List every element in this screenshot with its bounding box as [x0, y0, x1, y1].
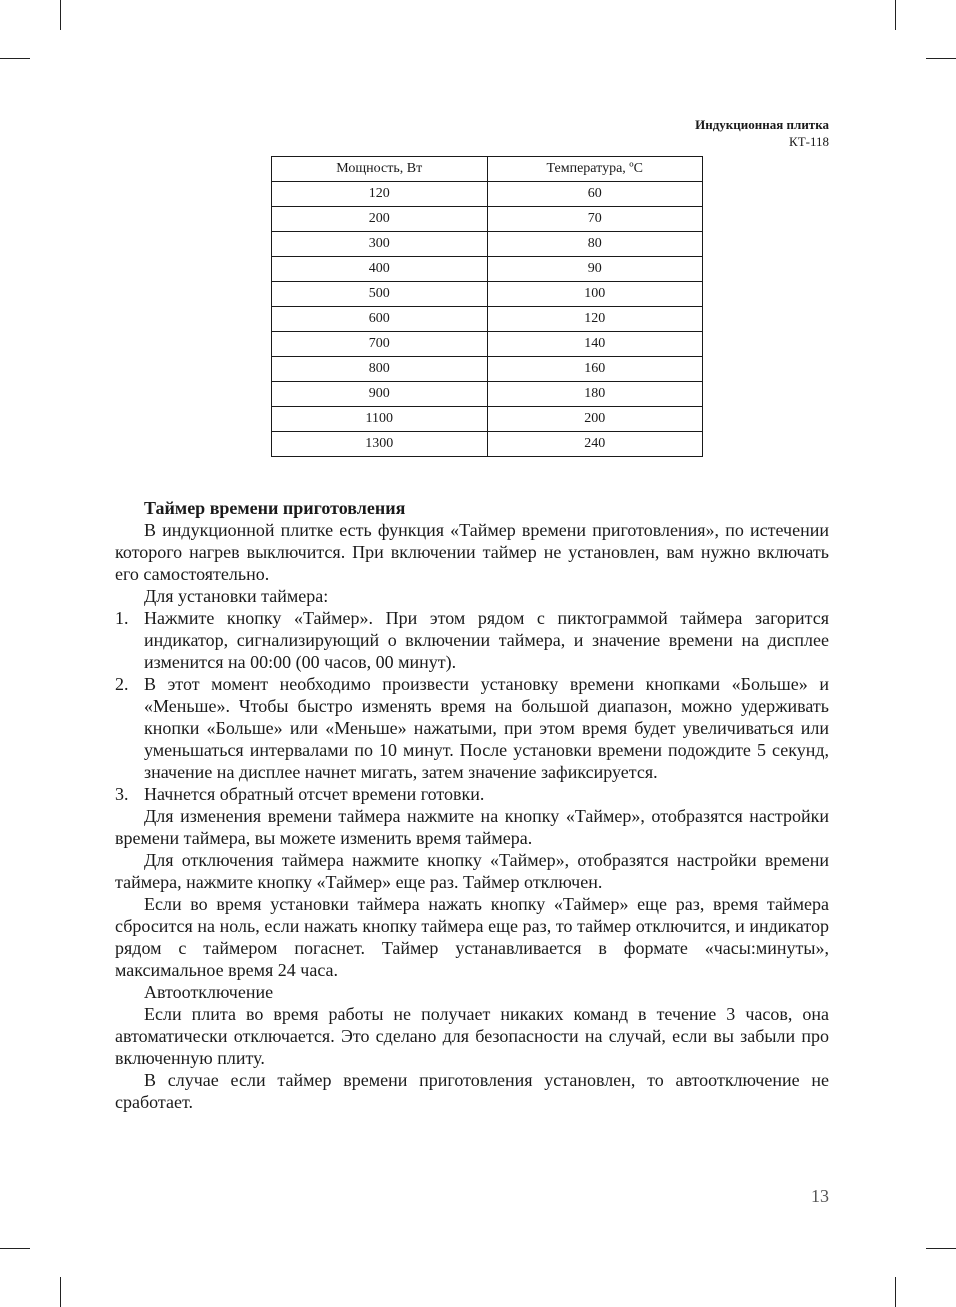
paragraph-disable: Для отключения таймера нажмите кнопку «Таймер», отобразятся настройки времени таймера, нажмите кнопку «Таймер» еще раз. Таймер отключен. [115, 850, 829, 892]
cell-temperature: 60 [487, 182, 703, 207]
cell-temperature: 70 [487, 207, 703, 232]
cell-power: 900 [272, 382, 488, 407]
cell-power: 1100 [272, 407, 488, 432]
cell-temperature: 80 [487, 232, 703, 257]
document-body [115, 497, 829, 1113]
cell-temperature: 100 [487, 282, 703, 307]
crop-mark [0, 58, 30, 59]
crop-mark [60, 0, 61, 30]
table-row [272, 407, 703, 432]
list-text: Начнется обратный отсчет времени готовки. [144, 784, 485, 804]
cell-temperature: 140 [487, 332, 703, 357]
table-row [272, 232, 703, 257]
page-number: 13 [811, 1186, 829, 1206]
list-text: Нажмите кнопку «Таймер». При этом рядом с пиктограммой таймера загорится индикатор, сигнализирующий о включении таймера, и значение времени на дисплее изменится на 00:00 (00 часов, 00 минут). [144, 608, 829, 672]
cell-power: 500 [272, 282, 488, 307]
table-row [272, 307, 703, 332]
table-row [272, 207, 703, 232]
crop-mark [60, 1277, 61, 1307]
header-model: КТ-118 [789, 134, 829, 149]
cell-temperature: 200 [487, 407, 703, 432]
cell-temperature: 90 [487, 257, 703, 282]
paragraph-auto-off: Если плита во время работы не получает никаких команд в течение 3 часов, она автоматически отключается. Это сделано для безопасности на случай, если вы забыли про включенную плиту. [115, 1004, 829, 1068]
cell-power: 300 [272, 232, 488, 257]
list-item [115, 673, 829, 783]
power-temperature-table [271, 156, 703, 457]
cell-power: 400 [272, 257, 488, 282]
crop-mark [926, 58, 956, 59]
cell-temperature: 180 [487, 382, 703, 407]
cell-power: 120 [272, 182, 488, 207]
cell-power: 1300 [272, 432, 488, 457]
paragraph-change: Для изменения времени таймера нажмите на кнопку «Таймер», отобразятся настройки времени таймера, вы можете изменить время таймера. [115, 806, 829, 848]
table-row [272, 257, 703, 282]
list-number: 2. [115, 674, 129, 694]
paragraph-setup-label: Для установки таймера: [144, 586, 329, 606]
paragraph-intro: В индукционной плитке есть функция «Таймер времени приготовления», по истечении которого нагрев выключится. При включении таймер не установлен, вам нужно включать его самостоятельно. [115, 520, 829, 584]
crop-mark [895, 1277, 896, 1307]
list-item [115, 783, 829, 805]
paragraph-reset: Если во время установки таймера нажать кнопку «Таймер» еще раз, время таймера сбросится на ноль, если нажать кнопку таймера еще раз, то таймер отключится, и индикатор рядом с таймером погаснет. Таймер устанавливается в формате «часы:минуты», максимальное время 24 часа. [115, 894, 829, 980]
cell-power: 600 [272, 307, 488, 332]
steps-list [115, 607, 829, 805]
table-row [272, 332, 703, 357]
table-row [272, 382, 703, 407]
table-row [272, 282, 703, 307]
cell-temperature: 160 [487, 357, 703, 382]
list-item [115, 607, 829, 673]
column-header-power: Мощность, Вт [272, 157, 488, 182]
table-row [272, 432, 703, 457]
section-heading: Таймер времени приготовления [144, 498, 406, 518]
cell-power: 200 [272, 207, 488, 232]
list-number: 1. [115, 608, 129, 628]
cell-power: 800 [272, 357, 488, 382]
table-body [272, 182, 703, 457]
crop-mark [0, 1248, 30, 1249]
page-header [695, 116, 829, 150]
cell-temperature: 240 [487, 432, 703, 457]
crop-mark [895, 0, 896, 30]
paragraph-auto-off-note: В случае если таймер времени приготовления установлен, то автоотключение не сработает. [115, 1070, 829, 1112]
cell-temperature: 120 [487, 307, 703, 332]
table-row [272, 357, 703, 382]
header-title: Индукционная плитка [695, 117, 829, 132]
subheading-auto-off: Автоотключение [144, 982, 274, 1002]
crop-mark [926, 1248, 956, 1249]
list-number: 3. [115, 784, 129, 804]
column-header-temperature: Температура, ºС [487, 157, 703, 182]
list-text: В этот момент необходимо произвести установку времени кнопками «Больше» и «Меньше». Чтобы быстро изменять время на большой диапазон, можно удерживать кнопки «Больше» или «Меньше» нажатыми, при этом время будет увеличиваться или уменьшаться интервалами по 10 минут. После установки времени подождите 5 секунд, значение на дисплее начнет мигать, затем значение зафиксируется. [144, 674, 829, 782]
cell-power: 700 [272, 332, 488, 357]
table-header-row [272, 157, 703, 182]
table-row [272, 182, 703, 207]
